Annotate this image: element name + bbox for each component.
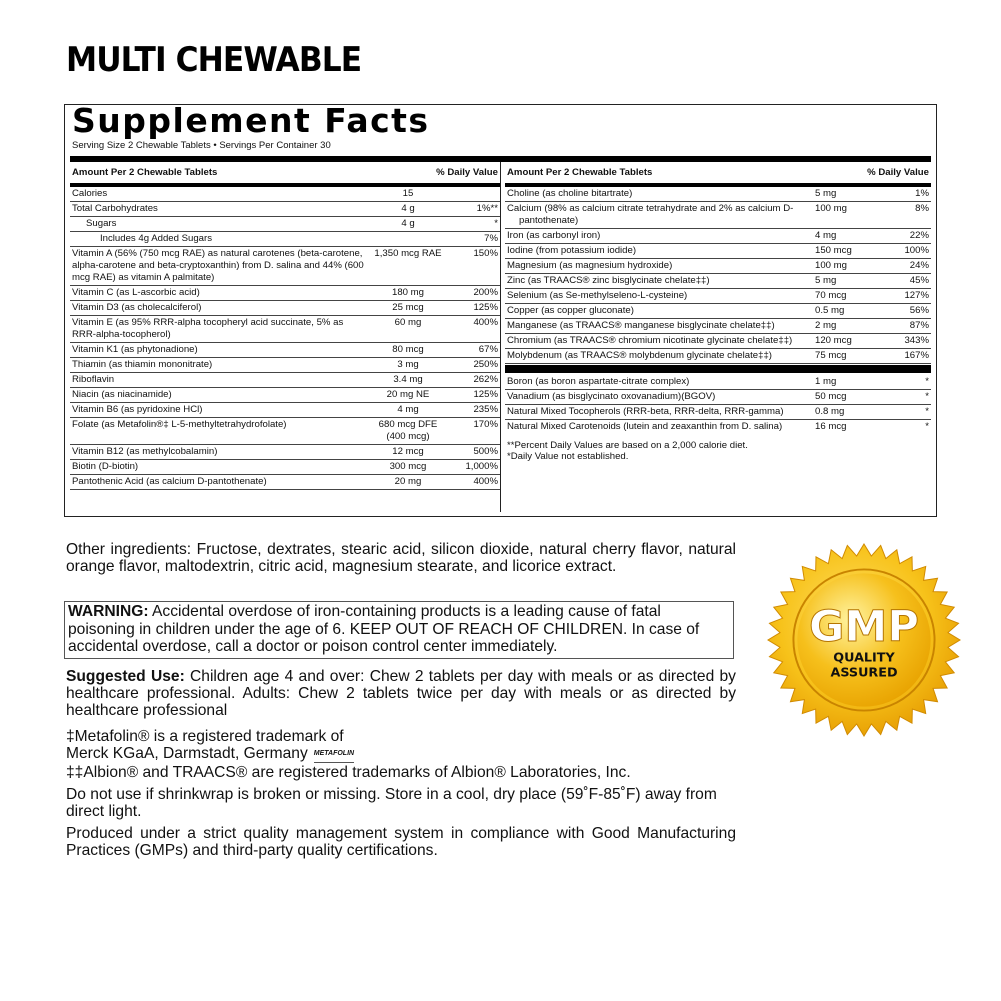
nutrient-dv: * — [925, 391, 929, 402]
trademark-metafolin — [66, 728, 736, 763]
trademark-metafolin-line1: ‡Metafolin® is a registered trademark of — [66, 728, 344, 745]
nutrient-dv: * — [494, 218, 498, 229]
nutrient-row — [70, 475, 500, 490]
left-header-amount: Amount Per 2 Chewable Tablets — [72, 167, 218, 178]
quality-statement: Produced under a strict quality management system in compliance with Good Manufacturing Practices (GMPs) and third-party quality certifications. — [66, 825, 736, 859]
left-column-header — [70, 165, 500, 187]
nutrient-name: Vitamin D3 (as cholecalciferol) — [72, 302, 202, 313]
nutrient-dv: 250% — [473, 359, 498, 370]
nutrient-row — [70, 343, 500, 358]
nutrient-dv: 56% — [909, 305, 929, 316]
nutrient-dv: 1%** — [476, 203, 498, 214]
footnote-not-established: *Daily Value not established. — [507, 451, 629, 462]
nutrient-name: Total Carbohydrates — [72, 203, 158, 214]
nutrient-dv: 343% — [904, 335, 929, 346]
nutrient-amount: 80 mcg — [392, 344, 424, 355]
nutrient-name: Niacin (as niacinamide) — [72, 389, 172, 400]
right-header-amount: Amount Per 2 Chewable Tablets — [507, 167, 653, 178]
gmp-seal-icon — [766, 542, 962, 738]
nutrient-name: Includes 4g Added Sugars — [100, 233, 213, 244]
nutrient-name: Folate (as Metafolin®‡ L-5-methyltetrahydrofolate) — [72, 419, 287, 430]
storage-instructions: Do not use if shrinkwrap is broken or missing. Store in a cool, dry place (59˚F-85˚F) away from direct light. — [66, 786, 717, 820]
nutrient-amount: 300 mcg — [389, 461, 427, 472]
nutrient-row — [505, 405, 931, 420]
nutrient-name: Pantothenic Acid (as calcium D-pantothenate) — [72, 476, 267, 487]
nutrient-dv: 167% — [904, 350, 929, 361]
nutrient-dv: 8% — [915, 203, 929, 214]
serving-info: Serving Size 2 Chewable Tablets • Servings Per Container 30 — [72, 140, 331, 151]
nutrient-row — [70, 232, 500, 247]
seal-line2: ASSURED — [830, 665, 898, 681]
seal-line1: QUALITY — [833, 650, 895, 666]
nutrient-amount: 4 g — [401, 203, 415, 214]
nutrient-dv: 87% — [909, 320, 929, 331]
nutrient-name: Calcium (98% as calcium citrate tetrahydrate and 2% as calcium D-pantothenate) — [507, 203, 794, 226]
nutrient-dv: 125% — [473, 302, 498, 313]
nutrient-dv: 7% — [484, 233, 498, 244]
nutrient-row — [505, 259, 931, 274]
nutrient-row — [70, 301, 500, 316]
nutrient-amount: 75 mcg — [815, 350, 847, 361]
nutrient-dv: 400% — [473, 476, 498, 487]
nutrient-name: Vanadium (as bisglycinato oxovanadium)(BGOV) — [507, 391, 716, 402]
other-ingredients: Other ingredients: Fructose, dextrates, stearic acid, silicon dioxide, natural cherry flavor, natural orange flavor, maltodextrin, citric acid, magnesium stearate, and licorice extract. — [66, 541, 736, 575]
column-divider — [500, 162, 501, 512]
nutrient-name: Iron (as carbonyl iron) — [507, 230, 601, 241]
nutrient-name: Calories — [72, 188, 108, 199]
nutrient-dv: 67% — [478, 344, 498, 355]
nutrient-amount: 12 mcg — [392, 446, 424, 457]
nutrient-amount: 50 mcg — [815, 391, 847, 402]
warning-box — [64, 601, 734, 659]
nutrient-amount: 15 — [402, 188, 414, 199]
trademark-albion: ‡‡Albion® and TRAACS® are registered trademarks of Albion® Laboratories, Inc. — [66, 764, 631, 781]
nutrient-amount: 20 mg — [394, 476, 422, 487]
nutrient-amount: 5 mg — [815, 275, 837, 286]
nutrient-dv: 125% — [473, 389, 498, 400]
nutrient-row — [505, 202, 931, 229]
nutrient-dv: 262% — [473, 374, 498, 385]
nutrient-dv: 1% — [915, 188, 929, 199]
nutrient-amount: 3.4 mg — [393, 374, 423, 385]
nutrient-amount: 0.5 mg — [815, 305, 845, 316]
nutrient-name: Vitamin E (as 95% RRR-alpha tocopheryl acid succinate, 5% as RRR-alpha-tocopherol) — [72, 317, 344, 340]
nutrient-amount: 70 mcg — [815, 290, 847, 301]
nutrient-row — [70, 247, 500, 286]
nutrient-name: Riboflavin — [72, 374, 115, 385]
warning-label: WARNING: — [68, 603, 149, 620]
nutrient-name: Copper (as copper gluconate) — [507, 305, 634, 316]
nutrient-dv: * — [925, 406, 929, 417]
nutrient-name: Sugars — [86, 218, 117, 229]
nutrient-dv: 150% — [473, 248, 498, 259]
nutrient-row — [70, 286, 500, 301]
nutrient-row — [505, 334, 931, 349]
nutrient-dv: * — [925, 421, 929, 432]
metafolin-logo: METAFOLIN — [314, 745, 354, 763]
nutrient-amount: 1 mg — [815, 376, 837, 387]
nutrient-row — [505, 187, 931, 202]
nutrient-amount — [370, 233, 446, 245]
nutrient-name: Natural Mixed Carotenoids (lutein and zeaxanthin from D. salina) — [507, 421, 783, 432]
nutrient-amount: 150 mcg — [815, 245, 852, 256]
seal-main-text: GMP — [809, 601, 919, 652]
nutrient-amount: 20 mg NE — [386, 389, 430, 400]
right-header-dv: % Daily Value — [867, 167, 929, 178]
nutrient-row — [70, 358, 500, 373]
left-header-dv: % Daily Value — [436, 167, 498, 178]
nutrient-row — [70, 202, 500, 217]
suggested-use-text: Children age 4 and over: Chew 2 tablets per day with meals or as directed by healthcare professional. Adults: Chew 2 tablets twice per day with meals or as directed by healthcare professional — [66, 668, 736, 719]
right-thick-separator — [505, 365, 931, 373]
nutrient-amount: 25 mcg — [392, 302, 424, 313]
left-rows — [70, 187, 500, 490]
nutrient-name: Vitamin K1 (as phytonadione) — [72, 344, 198, 355]
nutrient-name: Selenium (as Se-methylseleno-L-cysteine) — [507, 290, 688, 301]
warning-text: Accidental overdose of iron-containing products is a leading cause of fatal poisoning in children under the age of 6. KEEP OUT OF REACH OF CHILDREN. In case of accidental overdose, call a doctor or poison control center immediately. — [68, 603, 700, 655]
nutrient-row — [70, 403, 500, 418]
nutrient-name: Vitamin B12 (as methylcobalamin) — [72, 446, 218, 457]
nutrient-dv: 235% — [473, 404, 498, 415]
nutrient-dv: 100% — [904, 245, 929, 256]
nutrient-row — [70, 217, 500, 232]
nutrient-amount: 5 mg — [815, 188, 837, 199]
nutrient-row — [505, 304, 931, 319]
footnotes — [505, 434, 931, 462]
nutrient-dv: * — [925, 376, 929, 387]
nutrient-name: Choline (as choline bitartrate) — [507, 188, 633, 199]
nutrient-row — [70, 388, 500, 403]
nutrient-name: Magnesium (as magnesium hydroxide) — [507, 260, 673, 271]
nutrient-dv: 45% — [909, 275, 929, 286]
nutrient-name: Iodine (from potassium iodide) — [507, 245, 637, 256]
nutrient-dv: 127% — [904, 290, 929, 301]
supplement-facts-panel — [64, 101, 937, 517]
nutrient-row — [505, 274, 931, 289]
nutrient-amount: 4 g — [401, 218, 415, 229]
nutrient-row — [505, 229, 931, 244]
nutrient-row — [505, 390, 931, 405]
nutrient-row — [505, 375, 931, 390]
nutrient-name: Chromium (as TRAACS® chromium nicotinate glycinate chelate‡‡) — [507, 335, 793, 346]
nutrient-amount: 100 mg — [815, 260, 847, 271]
nutrient-name: Vitamin A (56% (750 mcg RAE) as natural carotenes (beta-carotene, alpha-carotene and beta-cryptoxanthin) from D. salina and 44% (600 mcg RAE) as vitamin A palmitate) — [72, 248, 364, 283]
nutrient-row — [505, 289, 931, 304]
nutrient-amount: 2 mg — [815, 320, 837, 331]
nutrient-amount: 16 mcg — [815, 421, 847, 432]
nutrient-row — [70, 187, 500, 202]
right-rows-secondary — [505, 375, 931, 434]
nutrient-row — [505, 349, 931, 364]
nutrient-dv — [446, 188, 498, 200]
nutrient-row — [70, 373, 500, 388]
facts-left-column — [70, 165, 500, 490]
nutrient-amount: 180 mg — [392, 287, 424, 298]
nutrient-dv: 24% — [909, 260, 929, 271]
right-column-header — [505, 165, 931, 187]
nutrient-dv: 1,000% — [465, 461, 498, 472]
nutrient-amount: 120 mcg — [815, 335, 852, 346]
nutrient-amount: 680 mcg DFE (400 mcg) — [378, 419, 438, 442]
nutrient-name: Thiamin (as thiamin mononitrate) — [72, 359, 213, 370]
nutrient-row — [505, 420, 931, 434]
nutrient-name: Natural Mixed Tocopherols (RRR-beta, RRR-delta, RRR-gamma) — [507, 406, 784, 417]
nutrient-row — [70, 418, 500, 445]
nutrient-dv: 170% — [473, 419, 498, 430]
nutrient-name: Boron (as boron aspartate-citrate complex) — [507, 376, 690, 387]
nutrient-amount: 0.8 mg — [815, 406, 845, 417]
nutrient-name: Zinc (as TRAACS® zinc bisglycinate chelate‡‡) — [507, 275, 710, 286]
nutrient-name: Vitamin C (as L-ascorbic acid) — [72, 287, 200, 298]
nutrient-row — [505, 319, 931, 334]
facts-right-column — [505, 165, 931, 462]
nutrient-amount: 4 mg — [815, 230, 837, 241]
nutrient-name: Vitamin B6 (as pyridoxine HCl) — [72, 404, 203, 415]
nutrient-name: Biotin (D-biotin) — [72, 461, 139, 472]
suggested-use-label: Suggested Use: — [66, 668, 185, 685]
suggested-use — [66, 668, 736, 719]
nutrient-amount: 1,350 mcg RAE — [374, 248, 442, 259]
nutrient-row — [70, 445, 500, 460]
product-title: MULTI CHEWABLE — [66, 40, 362, 80]
nutrient-row — [70, 460, 500, 475]
nutrient-amount: 3 mg — [397, 359, 419, 370]
nutrient-dv: 400% — [473, 317, 498, 328]
nutrient-name: Manganese (as TRAACS® manganese bisglycinate chelate‡‡) — [507, 320, 775, 331]
nutrient-dv: 500% — [473, 446, 498, 457]
facts-title: Supplement Facts — [72, 101, 430, 140]
right-rows — [505, 187, 931, 364]
trademark-metafolin-line2: Merck KGaA, Darmstadt, Germany METAFOLIN — [66, 745, 355, 763]
nutrient-amount: 4 mg — [397, 404, 419, 415]
nutrient-row — [505, 244, 931, 259]
nutrient-amount: 100 mg — [815, 203, 847, 214]
nutrient-amount: 60 mg — [394, 317, 422, 328]
nutrient-dv: 200% — [473, 287, 498, 298]
nutrient-name: Molybdenum (as TRAACS® molybdenum glycinate chelate‡‡) — [507, 350, 772, 361]
footnote-dv: **Percent Daily Values are based on a 2,000 calorie diet. — [507, 440, 748, 451]
nutrient-row — [70, 316, 500, 343]
nutrient-dv: 22% — [909, 230, 929, 241]
